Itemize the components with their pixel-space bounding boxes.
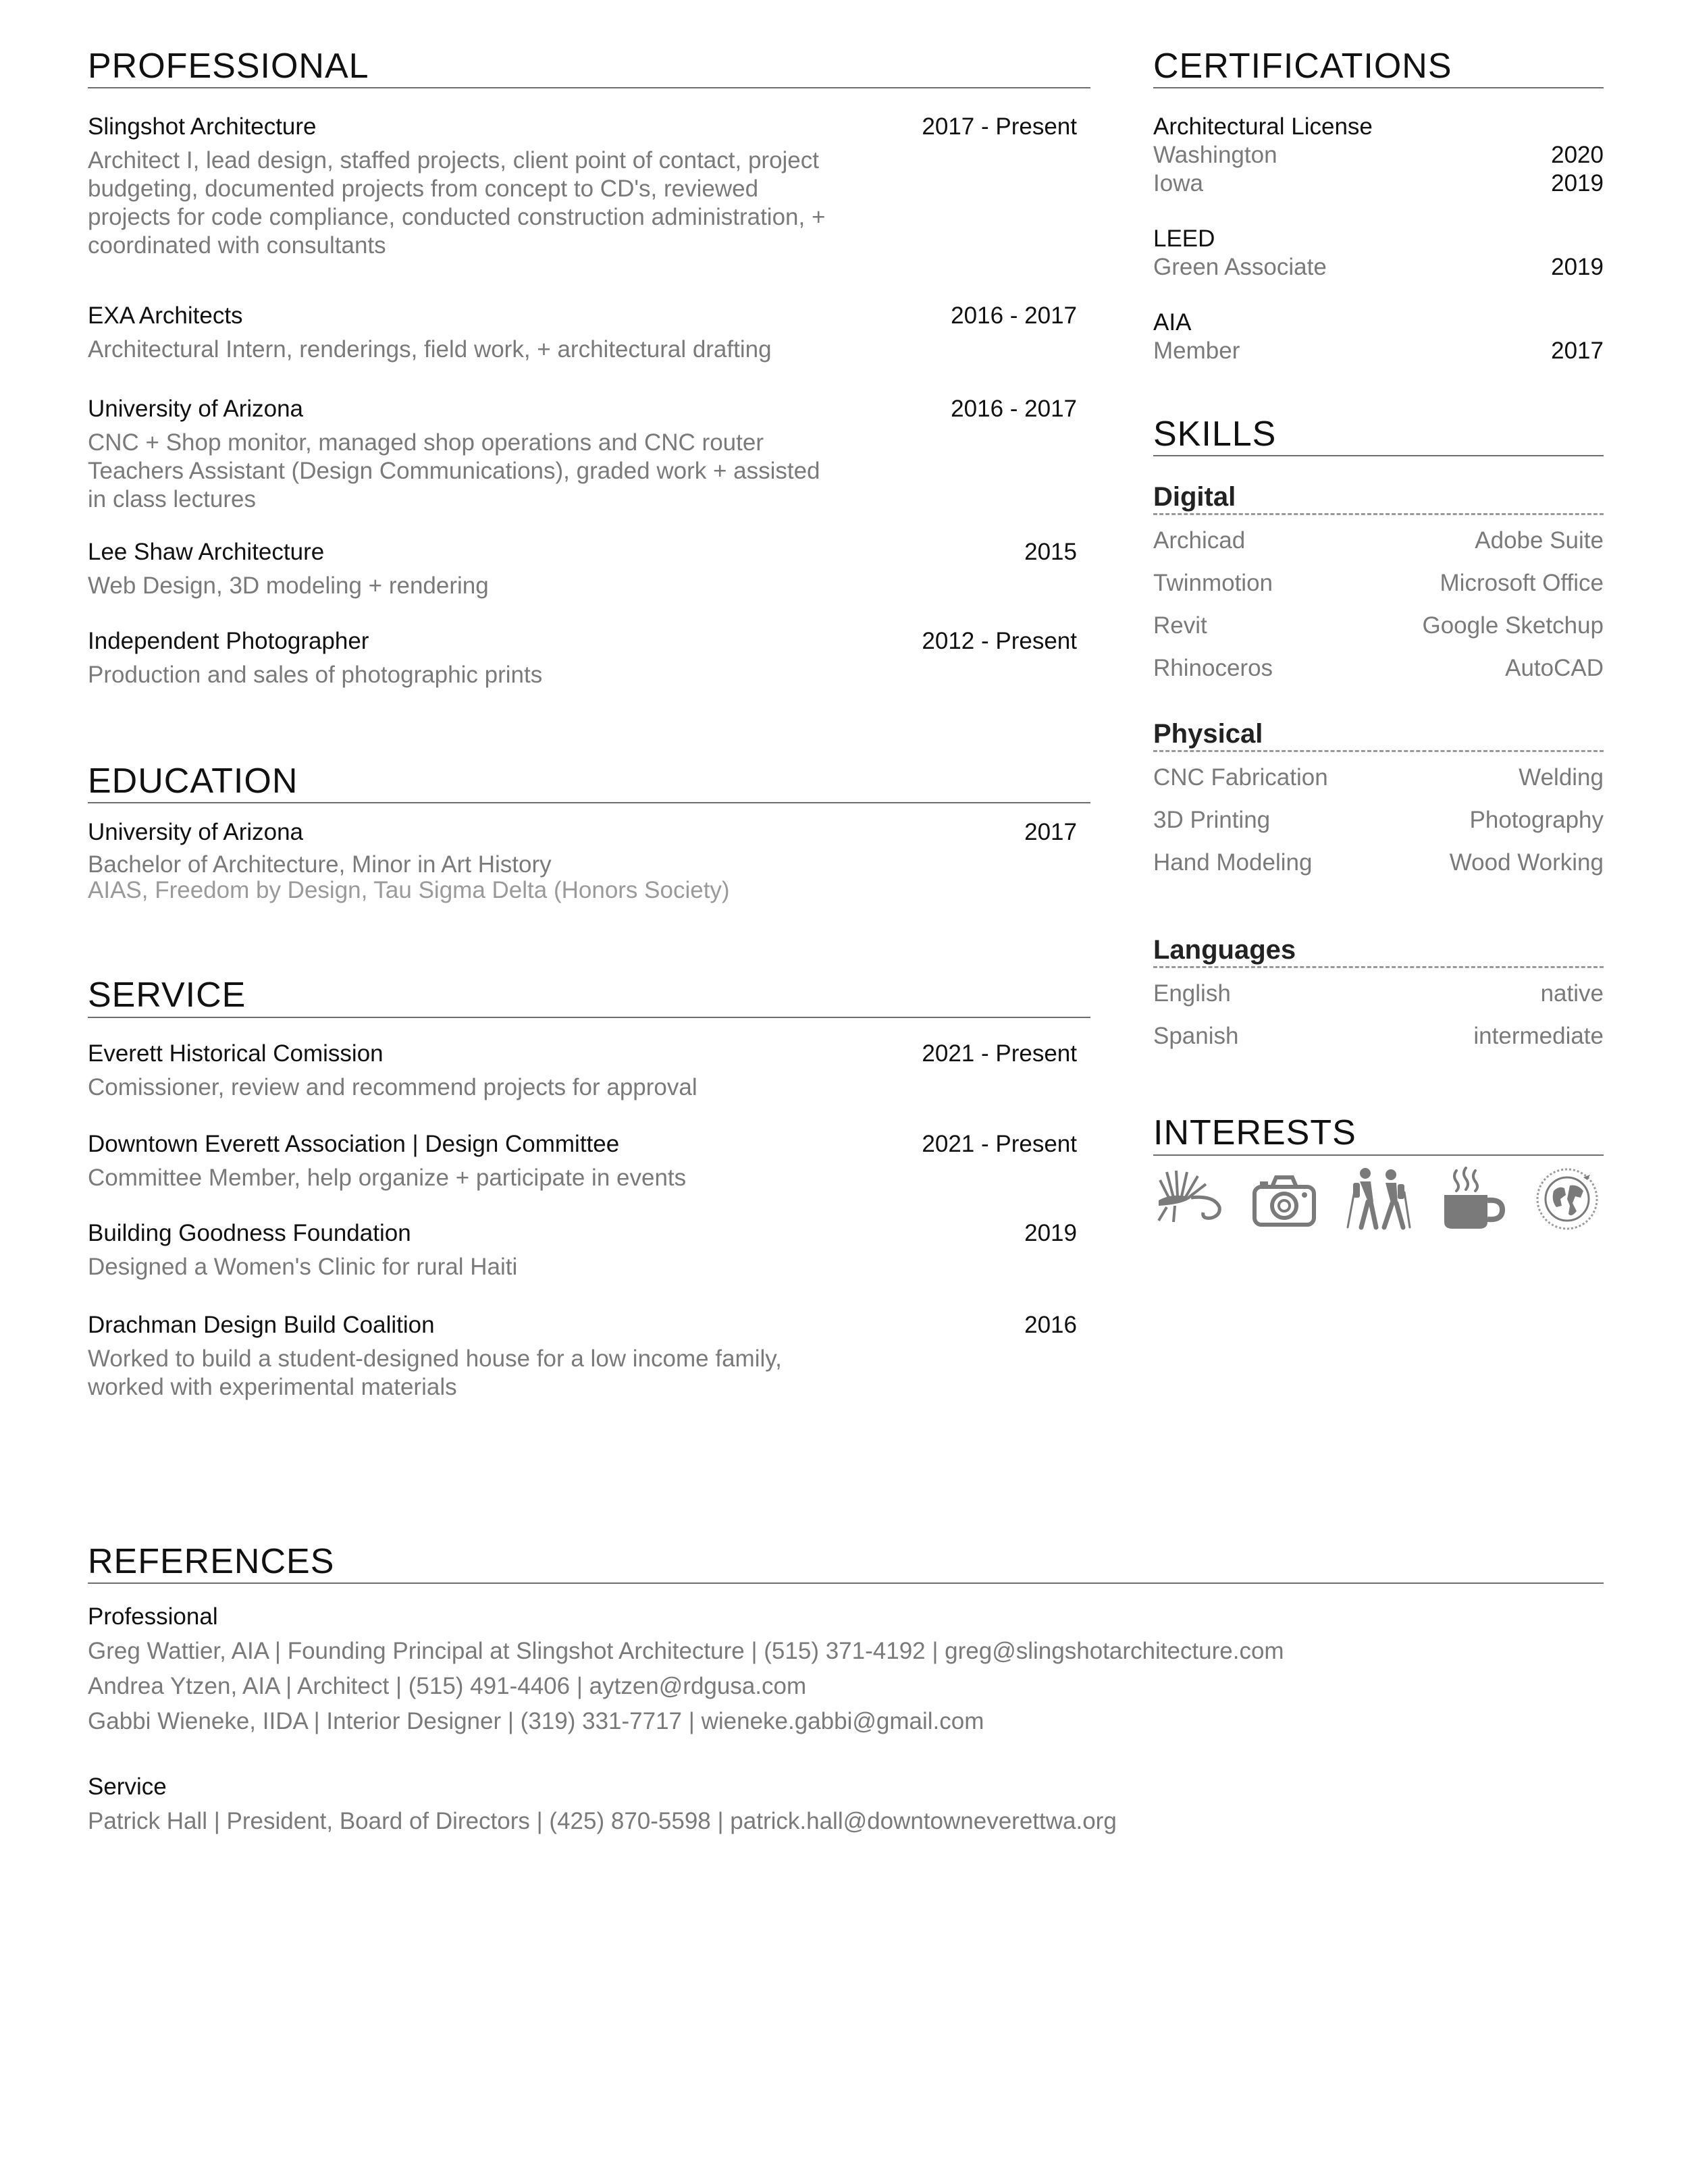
skill-row — [1153, 841, 1604, 884]
reference-line: Andrea Ytzen, AIA | Architect | (515) 491-4406 | aytzen@rdgusa.com — [88, 1673, 807, 1700]
skill-left: Archicad — [1153, 527, 1246, 554]
professional-entry — [88, 395, 1090, 514]
skill-row — [1153, 604, 1604, 647]
service-entry — [88, 1130, 1090, 1192]
entry-description: Architectural Intern, renderings, field work, + architectural drafting — [88, 336, 772, 363]
references-section — [88, 1543, 1604, 1839]
entry-org: Drachman Design Build Coalition — [88, 1311, 435, 1338]
professional-entry — [88, 302, 1090, 364]
skill-left: Twinmotion — [1153, 570, 1273, 597]
entry-dates: 2016 - 2017 — [951, 302, 1077, 329]
skill-right: Adobe Suite — [1475, 527, 1604, 554]
cert-name: LEED — [1153, 225, 1215, 252]
camera-icon — [1248, 1165, 1321, 1233]
education-entry — [88, 818, 1090, 903]
skill-right: Photography — [1469, 807, 1604, 834]
skill-left: Hand Modeling — [1153, 849, 1313, 876]
certifications-heading: CERTIFICATIONS — [1153, 47, 1604, 88]
skill-right: intermediate — [1473, 1023, 1604, 1050]
entry-dates: 2017 - Present — [922, 113, 1077, 140]
entry-org: University of Arizona — [88, 819, 304, 846]
skills-languages-heading: Languages — [1153, 935, 1604, 968]
cert-label: Green Associate — [1153, 254, 1327, 281]
cert-group — [1153, 225, 1604, 282]
skills-physical-list — [1153, 756, 1604, 884]
reference-line: Patrick Hall | President, Board of Directors | (425) 870-5598 | patrick.hall@downtowneverettwa.org — [88, 1808, 1117, 1835]
cert-name: AIA — [1153, 309, 1192, 336]
skills-heading: SKILLS — [1153, 415, 1604, 456]
entry-dates: 2016 — [1024, 1311, 1077, 1338]
professional-heading: PROFESSIONAL — [88, 47, 1090, 88]
entry-honors: AIAS, Freedom by Design, Tau Sigma Delta (Honors Society) — [88, 877, 730, 904]
skill-row — [1153, 519, 1604, 562]
references-heading: REFERENCES — [88, 1543, 1604, 1584]
skill-left: CNC Fabrication — [1153, 764, 1328, 791]
skill-left: English — [1153, 980, 1231, 1007]
skills-physical-heading: Physical — [1153, 719, 1604, 752]
entry-dates: 2021 - Present — [922, 1040, 1077, 1067]
cert-row — [1153, 337, 1604, 365]
service-heading: SERVICE — [88, 976, 1090, 1017]
entry-org: Everett Historical Comission — [88, 1040, 384, 1067]
cert-year: 2017 — [1551, 338, 1604, 365]
service-entry — [88, 1219, 1090, 1281]
cert-group — [1153, 309, 1604, 365]
entry-dates: 2015 — [1024, 539, 1077, 566]
hiking-icon — [1342, 1165, 1415, 1233]
cert-year: 2019 — [1551, 254, 1604, 281]
entry-org: University of Arizona — [88, 396, 304, 423]
fly-fishing-icon — [1153, 1165, 1226, 1233]
cert-group — [1153, 113, 1604, 198]
references-service-label: Service — [88, 1774, 167, 1801]
skill-right: native — [1540, 980, 1604, 1007]
entry-description: Worked to build a student-designed house for a low income family, worked with experimental materials — [88, 1345, 782, 1400]
entry-description: Designed a Women's Clinic for rural Haiti — [88, 1253, 518, 1280]
entry-dates: 2016 - 2017 — [951, 396, 1077, 423]
interests-icons — [1153, 1165, 1604, 1233]
skills-digital-heading: Digital — [1153, 482, 1604, 515]
skill-left: Spanish — [1153, 1023, 1239, 1050]
cert-label: Washington — [1153, 142, 1277, 169]
skill-right: Welding — [1519, 764, 1604, 791]
references-professional-label: Professional — [88, 1603, 218, 1630]
entry-description: CNC + Shop monitor, managed shop operations and CNC router Teachers Assistant (Design Communications), graded work + assisted in class lectures — [88, 429, 820, 513]
reference-line: Greg Wattier, AIA | Founding Principal at Slingshot Architecture | (515) 371-4192 | greg@slingshotarchitecture.com — [88, 1638, 1284, 1665]
skill-right: Google Sketchup — [1422, 612, 1604, 639]
entry-org: Independent Photographer — [88, 628, 369, 655]
skills-digital-list — [1153, 519, 1604, 689]
skill-row — [1153, 799, 1604, 841]
entry-dates: 2012 - Present — [922, 628, 1077, 655]
cert-name: Architectural License — [1153, 113, 1373, 140]
entry-description: Comissioner, review and recommend projects for approval — [88, 1073, 697, 1100]
cert-year: 2020 — [1551, 142, 1604, 169]
professional-entry — [88, 113, 1090, 260]
entry-org: Slingshot Architecture — [88, 113, 317, 140]
skill-row — [1153, 1015, 1604, 1057]
cert-label: Member — [1153, 338, 1240, 365]
service-entry — [88, 1311, 1090, 1402]
skill-left: 3D Printing — [1153, 807, 1271, 834]
skill-right: Wood Working — [1449, 849, 1604, 876]
cert-year: 2019 — [1551, 170, 1604, 197]
skill-left: Rhinoceros — [1153, 655, 1273, 682]
right-column — [1153, 47, 1604, 1233]
skill-row — [1153, 972, 1604, 1015]
skill-row — [1153, 562, 1604, 604]
education-heading: EDUCATION — [88, 762, 1090, 803]
cert-row — [1153, 141, 1604, 169]
coffee-icon — [1436, 1165, 1509, 1233]
cert-row — [1153, 253, 1604, 282]
cert-row — [1153, 169, 1604, 198]
skill-left: Revit — [1153, 612, 1207, 639]
entry-dates: 2017 — [1024, 819, 1077, 846]
skill-row — [1153, 756, 1604, 799]
left-column — [88, 47, 1090, 1402]
service-entry — [88, 1040, 1090, 1102]
entry-description: Production and sales of photographic prints — [88, 662, 543, 689]
entry-dates: 2019 — [1024, 1219, 1077, 1246]
entry-description: Architect I, lead design, staffed projects, client point of contact, project budgeting, documented projects from concept to CD's, reviewed projects for code compliance, conducted construction administration, + coordinated with consultants — [88, 147, 826, 259]
entry-description: Bachelor of Architecture, Minor in Art History — [88, 851, 552, 878]
skill-right: Microsoft Office — [1440, 570, 1604, 597]
cert-label: Iowa — [1153, 170, 1203, 197]
entry-description: Web Design, 3D modeling + rendering — [88, 572, 489, 600]
interests-heading: INTERESTS — [1153, 1114, 1604, 1155]
skill-right: AutoCAD — [1505, 655, 1604, 682]
entry-org: EXA Architects — [88, 302, 243, 329]
globe-icon — [1531, 1165, 1604, 1233]
entry-description: Committee Member, help organize + participate in events — [88, 1164, 687, 1191]
professional-entry — [88, 627, 1090, 689]
skill-row — [1153, 647, 1604, 689]
skills-languages-list — [1153, 972, 1604, 1057]
entry-org: Lee Shaw Architecture — [88, 539, 325, 566]
entry-org: Downtown Everett Association | Design Committee — [88, 1130, 620, 1157]
professional-entry — [88, 538, 1090, 600]
reference-line: Gabbi Wieneke, IIDA | Interior Designer | (319) 331-7717 | wieneke.gabbi@gmail.com — [88, 1708, 984, 1735]
entry-dates: 2021 - Present — [922, 1130, 1077, 1157]
entry-org: Building Goodness Foundation — [88, 1219, 411, 1246]
